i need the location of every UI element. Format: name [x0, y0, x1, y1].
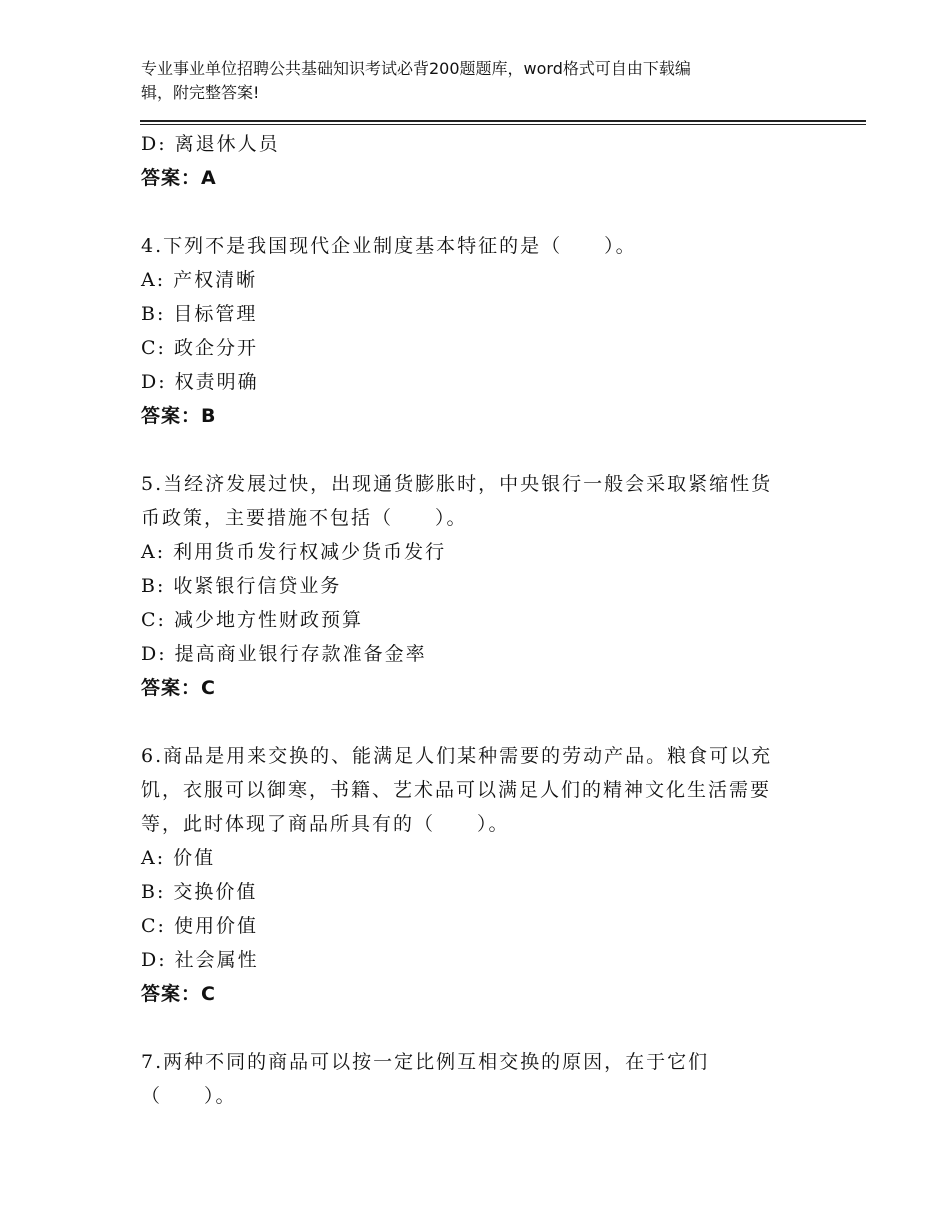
question-4-option-b: B: 目标管理: [141, 303, 258, 325]
question-5-answer: 答案：C: [141, 677, 216, 699]
question-4-stem: 4.下列不是我国现代企业制度基本特征的是（ ）。: [141, 235, 637, 257]
header-rule-thick: [140, 120, 866, 122]
question-5-option-c: C: 减少地方性财政预算: [141, 609, 363, 631]
question-6-stem-line-3: 等，此时体现了商品所具有的（ ）。: [141, 813, 510, 835]
question-6-option-d: D: 社会属性: [141, 949, 259, 971]
question-4-option-a: A: 产权清晰: [141, 269, 258, 291]
spacer: [141, 705, 806, 739]
question-6-stem-line-2: 饥，衣服可以御寒，书籍、艺术品可以满足人们的精神文化生活需要: [141, 779, 772, 801]
question-6-option-c: C: 使用价值: [141, 915, 258, 937]
question-5-stem-line-2: 币政策，主要措施不包括（ ）。: [141, 507, 468, 529]
document-header: [141, 57, 781, 105]
question-4: [141, 229, 806, 433]
question-7: [141, 1045, 806, 1113]
question-6-stem-line-1: 6.商品是用来交换的、能满足人们某种需要的劳动产品。粮食可以充: [141, 745, 773, 767]
spacer: [141, 195, 806, 229]
header-rule-thin: [140, 124, 866, 125]
question-6-option-a: A: 价值: [141, 847, 216, 869]
question-5-option-d: D: 提高商业银行存款准备金率: [141, 643, 427, 665]
question-6-option-b: B: 交换价值: [141, 881, 258, 903]
question-5-option-b: B: 收紧银行信贷业务: [141, 575, 342, 597]
continued-option-d: D: 离退休人员: [141, 133, 280, 155]
question-4-answer: 答案：B: [141, 405, 217, 427]
question-6: [141, 739, 806, 1011]
header-line-2: 辑，附完整答案!: [141, 83, 260, 102]
question-4-option-d: D: 权责明确: [141, 371, 259, 393]
question-5-option-a: A: 利用货币发行权减少货币发行: [141, 541, 447, 563]
question-5: [141, 467, 806, 705]
spacer: [141, 1011, 806, 1045]
spacer: [141, 433, 806, 467]
question-5-stem-line-1: 5.当经济发展过快，出现通货膨胀时，中央银行一般会采取紧缩性货: [141, 473, 773, 495]
continued-answer: 答案：A: [141, 167, 217, 189]
question-4-option-c: C: 政企分开: [141, 337, 258, 359]
question-7-stem-line-1: 7.两种不同的商品可以按一定比例互相交换的原因，在于它们: [141, 1051, 710, 1073]
header-line-1: 专业事业单位招聘公共基础知识考试必背200题题库，word格式可自由下载编: [141, 59, 691, 78]
document-body: [141, 127, 806, 1113]
question-6-answer: 答案：C: [141, 983, 216, 1005]
question-7-stem-line-2: （ ）。: [141, 1085, 237, 1107]
